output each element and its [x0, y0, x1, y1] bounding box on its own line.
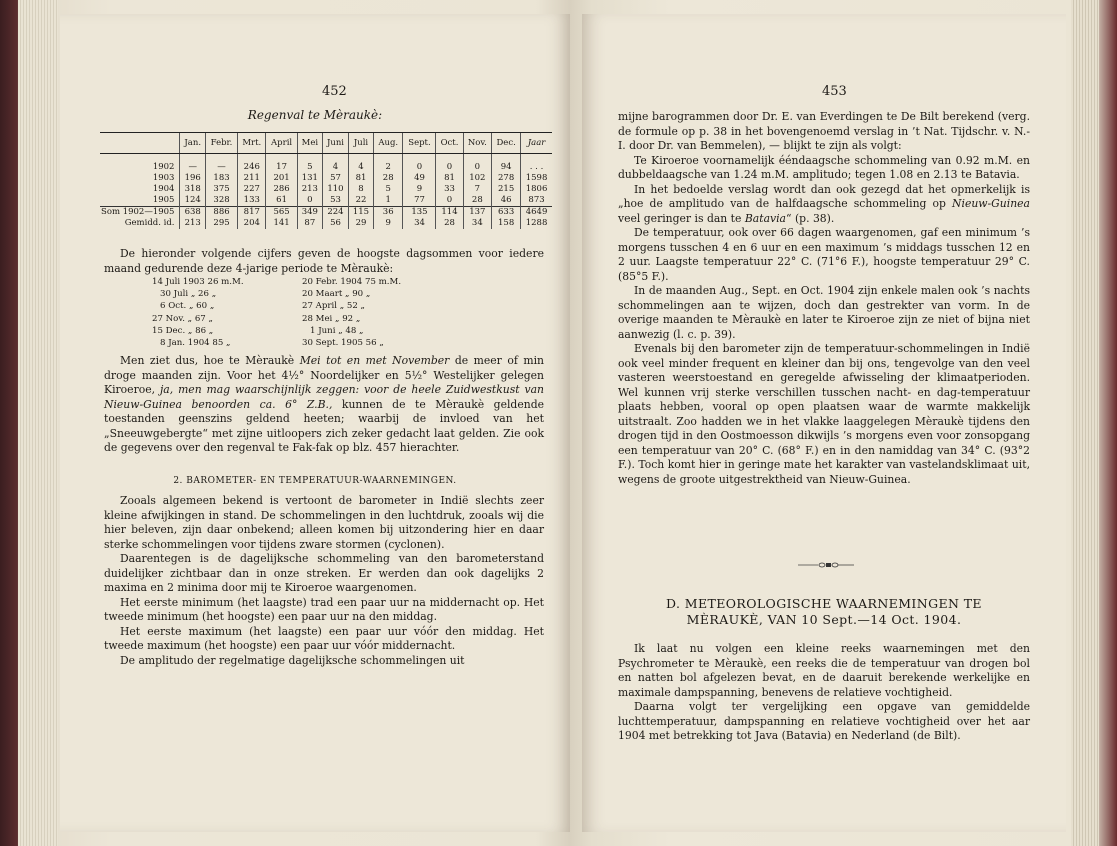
cell: 28 — [436, 218, 463, 229]
cell: 110 — [322, 184, 348, 195]
right-text-bottom — [618, 642, 1030, 744]
text-run: In het bedoelde verslag wordt dan ook gezegd dat het opmerkelijk is „hoe de amplitudo van de halfdaagsche schommeling op — [618, 182, 1030, 210]
cell: 28 — [463, 195, 492, 207]
paragraph — [618, 183, 1030, 227]
cell: 141 — [266, 218, 297, 229]
header-cell: April — [266, 133, 297, 154]
cell: 211 — [238, 173, 266, 184]
text-run-italic: ja, men mag waarschijnlijk zeggen: voor de heele Zuidwestkust van Nieuw-Guinea benoorden ca. 6° Z.B., — [104, 383, 544, 411]
cell: 349 — [297, 207, 322, 219]
text-run-italic: Batavia — [744, 211, 786, 225]
cell: 633 — [492, 207, 521, 219]
paragraph: mijne barogrammen door Dr. E. van Everdingen te De Bilt berekend (verg. de formule op p. 38 in het bovengenoemd verslag in ’t Nat. Tijdschr. v. N.-I. door Dr. van Bemmelen), — blijkt te zijn als volgt: — [618, 110, 1030, 152]
right-page — [582, 14, 1066, 832]
heading-line: D. METEOROLOGISCHE WAARNEMINGEN TE — [666, 596, 982, 611]
date-entry: 6 Oct. „ 60 „ — [160, 301, 215, 312]
table-row-mean — [100, 218, 552, 229]
cell: 1 — [373, 195, 403, 207]
header-cell: Aug. — [373, 133, 403, 154]
header-cell: Juli — [349, 133, 374, 154]
cell: 4649 — [521, 207, 552, 219]
cell: 328 — [205, 195, 237, 207]
cell: 34 — [463, 218, 492, 229]
cell: 102 — [463, 173, 492, 184]
cell: 9 — [403, 184, 436, 195]
date-entry: 8 Jan. 1904 85 „ — [160, 338, 231, 349]
row-label: Som 1902—1905 — [100, 207, 180, 219]
cell: 1598 — [521, 173, 552, 184]
header-cell: Nov. — [463, 133, 492, 154]
cell: 246 — [238, 162, 266, 173]
cell: 46 — [492, 195, 521, 207]
section-heading: 2. BAROMETER- EN TEMPERATUUR-WAARNEMINGEN. — [173, 476, 457, 486]
cell: 22 — [349, 195, 374, 207]
cell: 817 — [238, 207, 266, 219]
paragraph: Evenals bij den barometer zijn de temperatuur-schommelingen in Indië ook veel minder frequent en kleiner dan bij ons, tengevolge van den veel vasteren weerstoestand en geregelde afwisseling der klimaatperioden. Wel kunnen vrij sterke verschillen tusschen nacht- en dag-temperatuur plaats hebben, vooral op open plaatsen waar de warmte makkelijk uitstraalt. Zoo hadden we in het vlakke laaggelegen Mèraukè tijdens den drogen tijd in den Oostmoesson dikwijls ’s morgens even voor zonsopgang een temperatuur van 20° C. (68° F.) en in den namiddag van 34° C. (93°2 F.). Toch komt hier in geringe mate het karakter van vastelandsklimaat uit, wegens de groote uitgestrektheid van Nieuw-Guinea. — [618, 342, 1030, 486]
cell: 81 — [349, 173, 374, 184]
header-cell: Febr. — [205, 133, 237, 154]
cell: 215 — [492, 184, 521, 195]
page-number: 453 — [822, 84, 847, 99]
intro-paragraph — [104, 247, 544, 276]
cell: 183 — [205, 173, 237, 184]
row-label: 1902 — [152, 162, 175, 172]
paragraph: Het eerste minimum (het laagste) trad een paar uur na middernacht op. Het tweede minimum (het hoogste) een paar uur na den middag. — [104, 595, 544, 623]
dry-months-paragraph — [104, 354, 544, 456]
header-cell: Juni — [322, 133, 348, 154]
header-cell — [100, 133, 180, 154]
cell: 158 — [492, 218, 521, 229]
header-cell: Dec. — [492, 133, 521, 154]
date-entry: 30 Juli „ 26 „ — [160, 289, 217, 300]
header-cell: Mrt. — [238, 133, 266, 154]
cell: . . . — [521, 162, 552, 173]
date-entry: 15 Dec. „ 86 „ — [152, 325, 214, 336]
right-text-top — [618, 110, 1030, 487]
cell: 33 — [436, 184, 463, 195]
date-entry: 1 Juni „ 48 „ — [310, 325, 364, 336]
heading-line: MÈRAUKÈ, VAN 10 Sept.—14 Oct. 1904. — [686, 612, 962, 627]
cell: 137 — [463, 207, 492, 219]
paragraph: In de maanden Aug., Sept. en Oct. 1904 zijn enkele malen ook ’s nachts schommelingen aan te wijzen, doch dan gestrekter van vorm. In de overige maanden te Mèraukè en later te Kiroeroe zijn ze niet of bijna niet aanwezig (l. c. p. 39). — [618, 284, 1030, 341]
cell: — — [180, 162, 206, 173]
text-run: veel geringer is dan te — [618, 211, 745, 225]
cell: 17 — [266, 162, 297, 173]
left-page — [60, 14, 570, 832]
cell: 565 — [266, 207, 297, 219]
paragraph: Daarentegen is de dagelijksche schommeling van den barometerstand duidelijker zichtbaar dan in onze streken. Er werden dan ook dagelijks 2 maxima en 2 minima door mij te Kiroeroe waargenomen. — [104, 552, 544, 594]
header-cell: Mei — [297, 133, 322, 154]
cell: 115 — [349, 207, 374, 219]
cell: 135 — [403, 207, 436, 219]
barometer-section — [104, 494, 544, 668]
cell: 2 — [373, 162, 403, 173]
date-entry: 14 Juli 1903 26 m.M. — [152, 277, 244, 287]
cell: 29 — [349, 218, 374, 229]
cell: 227 — [238, 184, 266, 195]
page-number: 452 — [322, 84, 347, 99]
cell: 57 — [322, 173, 348, 184]
cell: 5 — [297, 162, 322, 173]
cell: 638 — [180, 207, 206, 219]
cell: 81 — [436, 173, 463, 184]
cell: 213 — [180, 218, 206, 229]
paragraph: Ik laat nu volgen een kleine reeks waarnemingen met den Psychrometer te Mèraukè, een reeks die de temperatuur van drogen bol en natten bol afgelezen bevat, en de daaruit berekende werkelijke en maximale dampspanning, benevens de relatieve vochtigheid. — [618, 642, 1030, 699]
paragraph: De temperatuur, ook over 66 dagen waargenomen, gaf een minimum ’s morgens tusschen 4 en 6 uur en een maximum ’s middags tusschen 12 en 2 uur. Laagste temperatuur 22° C. (71°6 F.), hoogste temperatuur 29° C. (85°5 F.). — [618, 226, 1030, 283]
paragraph: Daarna volgt ter vergelijking een opgave van gemiddelde luchttemperatuur, dampspanning en relatieve vochtigheid over het aar 1904 met betrekking tot Java (Batavia) en Nederland (de Bilt). — [618, 700, 1030, 742]
chapter-heading — [582, 596, 1066, 628]
cell: 8 — [349, 184, 374, 195]
cell: 49 — [403, 173, 436, 184]
cell: 61 — [266, 195, 297, 207]
cell: — — [205, 162, 237, 173]
cell: 286 — [266, 184, 297, 195]
cell: 0 — [436, 162, 463, 173]
cell: 0 — [436, 195, 463, 207]
paragraph: Te Kiroeroe voornamelijk ééndaagsche schommeling van 0.92 m.M. en dubbeldaagsche van 1.24 m.M. amplitudo; tegen 1.08 en 2.13 te Batavia. — [618, 153, 1030, 181]
date-entry: 28 Mei „ 92 „ — [302, 313, 361, 324]
table-row — [100, 162, 552, 173]
cell: 213 — [297, 184, 322, 195]
cell: 375 — [205, 184, 237, 195]
cell: 295 — [205, 218, 237, 229]
cell: 204 — [238, 218, 266, 229]
header-cell: Oct. — [436, 133, 463, 154]
cell: 201 — [266, 173, 297, 184]
table-row — [100, 184, 552, 195]
row-label: 1905 — [152, 195, 175, 205]
rainfall-table — [100, 132, 552, 229]
paragraph: De hieronder volgende cijfers geven de hoogste dagsommen voor iedere maand gedurende deze 4-jarige periode te Mèraukè: — [104, 247, 544, 275]
cell: 0 — [463, 162, 492, 173]
cell: 278 — [492, 173, 521, 184]
header-cell: Jan. — [180, 133, 206, 154]
text-run: de meer of min droge maanden zijn. Voor het 4½° Noordelijker en 5½° Westelijker gelegen Kiroeroe, — [104, 354, 544, 396]
date-entry: 30 Sept. 1905 56 „ — [302, 338, 384, 349]
table-row-sum — [100, 207, 552, 219]
date-entry: 27 April „ 52 „ — [302, 301, 366, 312]
cell: 36 — [373, 207, 403, 219]
text-run: Men ziet dus, hoe te Mèraukè — [120, 354, 300, 367]
table-row — [100, 173, 552, 184]
cell: 131 — [297, 173, 322, 184]
paragraph — [104, 354, 544, 456]
cell: 196 — [180, 173, 206, 184]
dates-column-left — [152, 276, 244, 349]
page-edges-right — [1071, 0, 1099, 846]
text-run-italic: Mei tot en met November — [299, 354, 450, 367]
cell: 87 — [297, 218, 322, 229]
paragraph: De amplitudo der regelmatige dagelijksche schommelingen uit — [120, 653, 465, 667]
text-run: “ (p. 38). — [786, 211, 835, 225]
text-run-italic: Nieuw-Guinea — [952, 197, 1030, 210]
table-header-row — [100, 133, 552, 154]
cell: 28 — [373, 173, 403, 184]
cell: 9 — [373, 218, 403, 229]
cell: 124 — [180, 195, 206, 207]
cell: 0 — [403, 162, 436, 173]
cell: 7 — [463, 184, 492, 195]
paragraph: Het eerste maximum (het laagste) een paar uur vóór den middag. Het tweede maximum (het hoogste) een paar uur vóór middernacht. — [104, 624, 544, 652]
cell: 133 — [238, 195, 266, 207]
cell: 4 — [349, 162, 374, 173]
cell: 114 — [436, 207, 463, 219]
ornament-divider — [798, 560, 854, 570]
cell: 873 — [521, 195, 552, 207]
table-row — [100, 195, 552, 207]
cell: 5 — [373, 184, 403, 195]
cell: 77 — [403, 195, 436, 207]
cell: 1288 — [521, 218, 552, 229]
cell: 886 — [205, 207, 237, 219]
date-entry: 20 Febr. 1904 75 m.M. — [302, 277, 402, 287]
cell: 224 — [322, 207, 348, 219]
paragraph: Zooals algemeen bekend is vertoont de barometer in Indië slechts zeer kleine afwijkingen in stand. De schommelingen in den luchtdruk, zooals wij die hier beleven, zijn daar onbekend; alleen komen bij uitzondering hier en daar sterke schommelingen voor tijdens zware stormen (cyclonen). — [104, 494, 544, 551]
header-cell: Sept. — [403, 133, 436, 154]
cell: 318 — [180, 184, 206, 195]
cell: 0 — [297, 195, 322, 207]
row-label: Gemidd. id. — [124, 218, 175, 228]
text-run: kunnen de te Mèraukè geldende toestanden geenszins geldend heeten; waarbij de invloed van het „Sneeuwgebergte“ met zijne uitloopers zich zeker gedacht laat gelden. Zie ook de gegevens over den regenval te Fak-fak op blz. 457 hierachter. — [104, 397, 544, 454]
page-edges-left — [18, 0, 58, 846]
cell: 4 — [322, 162, 348, 173]
date-entry: 27 Nov. „ 67 „ — [152, 313, 213, 324]
date-entry: 20 Maart „ 90 „ — [302, 289, 371, 300]
cell: 34 — [403, 218, 436, 229]
cell: 94 — [492, 162, 521, 173]
dates-column-right — [302, 276, 401, 349]
table-caption: Regenval te Mèraukè: — [247, 108, 383, 122]
cell: 56 — [322, 218, 348, 229]
row-label: 1904 — [152, 184, 175, 194]
header-cell: Jaar — [521, 133, 552, 154]
row-label: 1903 — [152, 173, 175, 183]
cell: 53 — [322, 195, 348, 207]
cell: 1806 — [521, 184, 552, 195]
